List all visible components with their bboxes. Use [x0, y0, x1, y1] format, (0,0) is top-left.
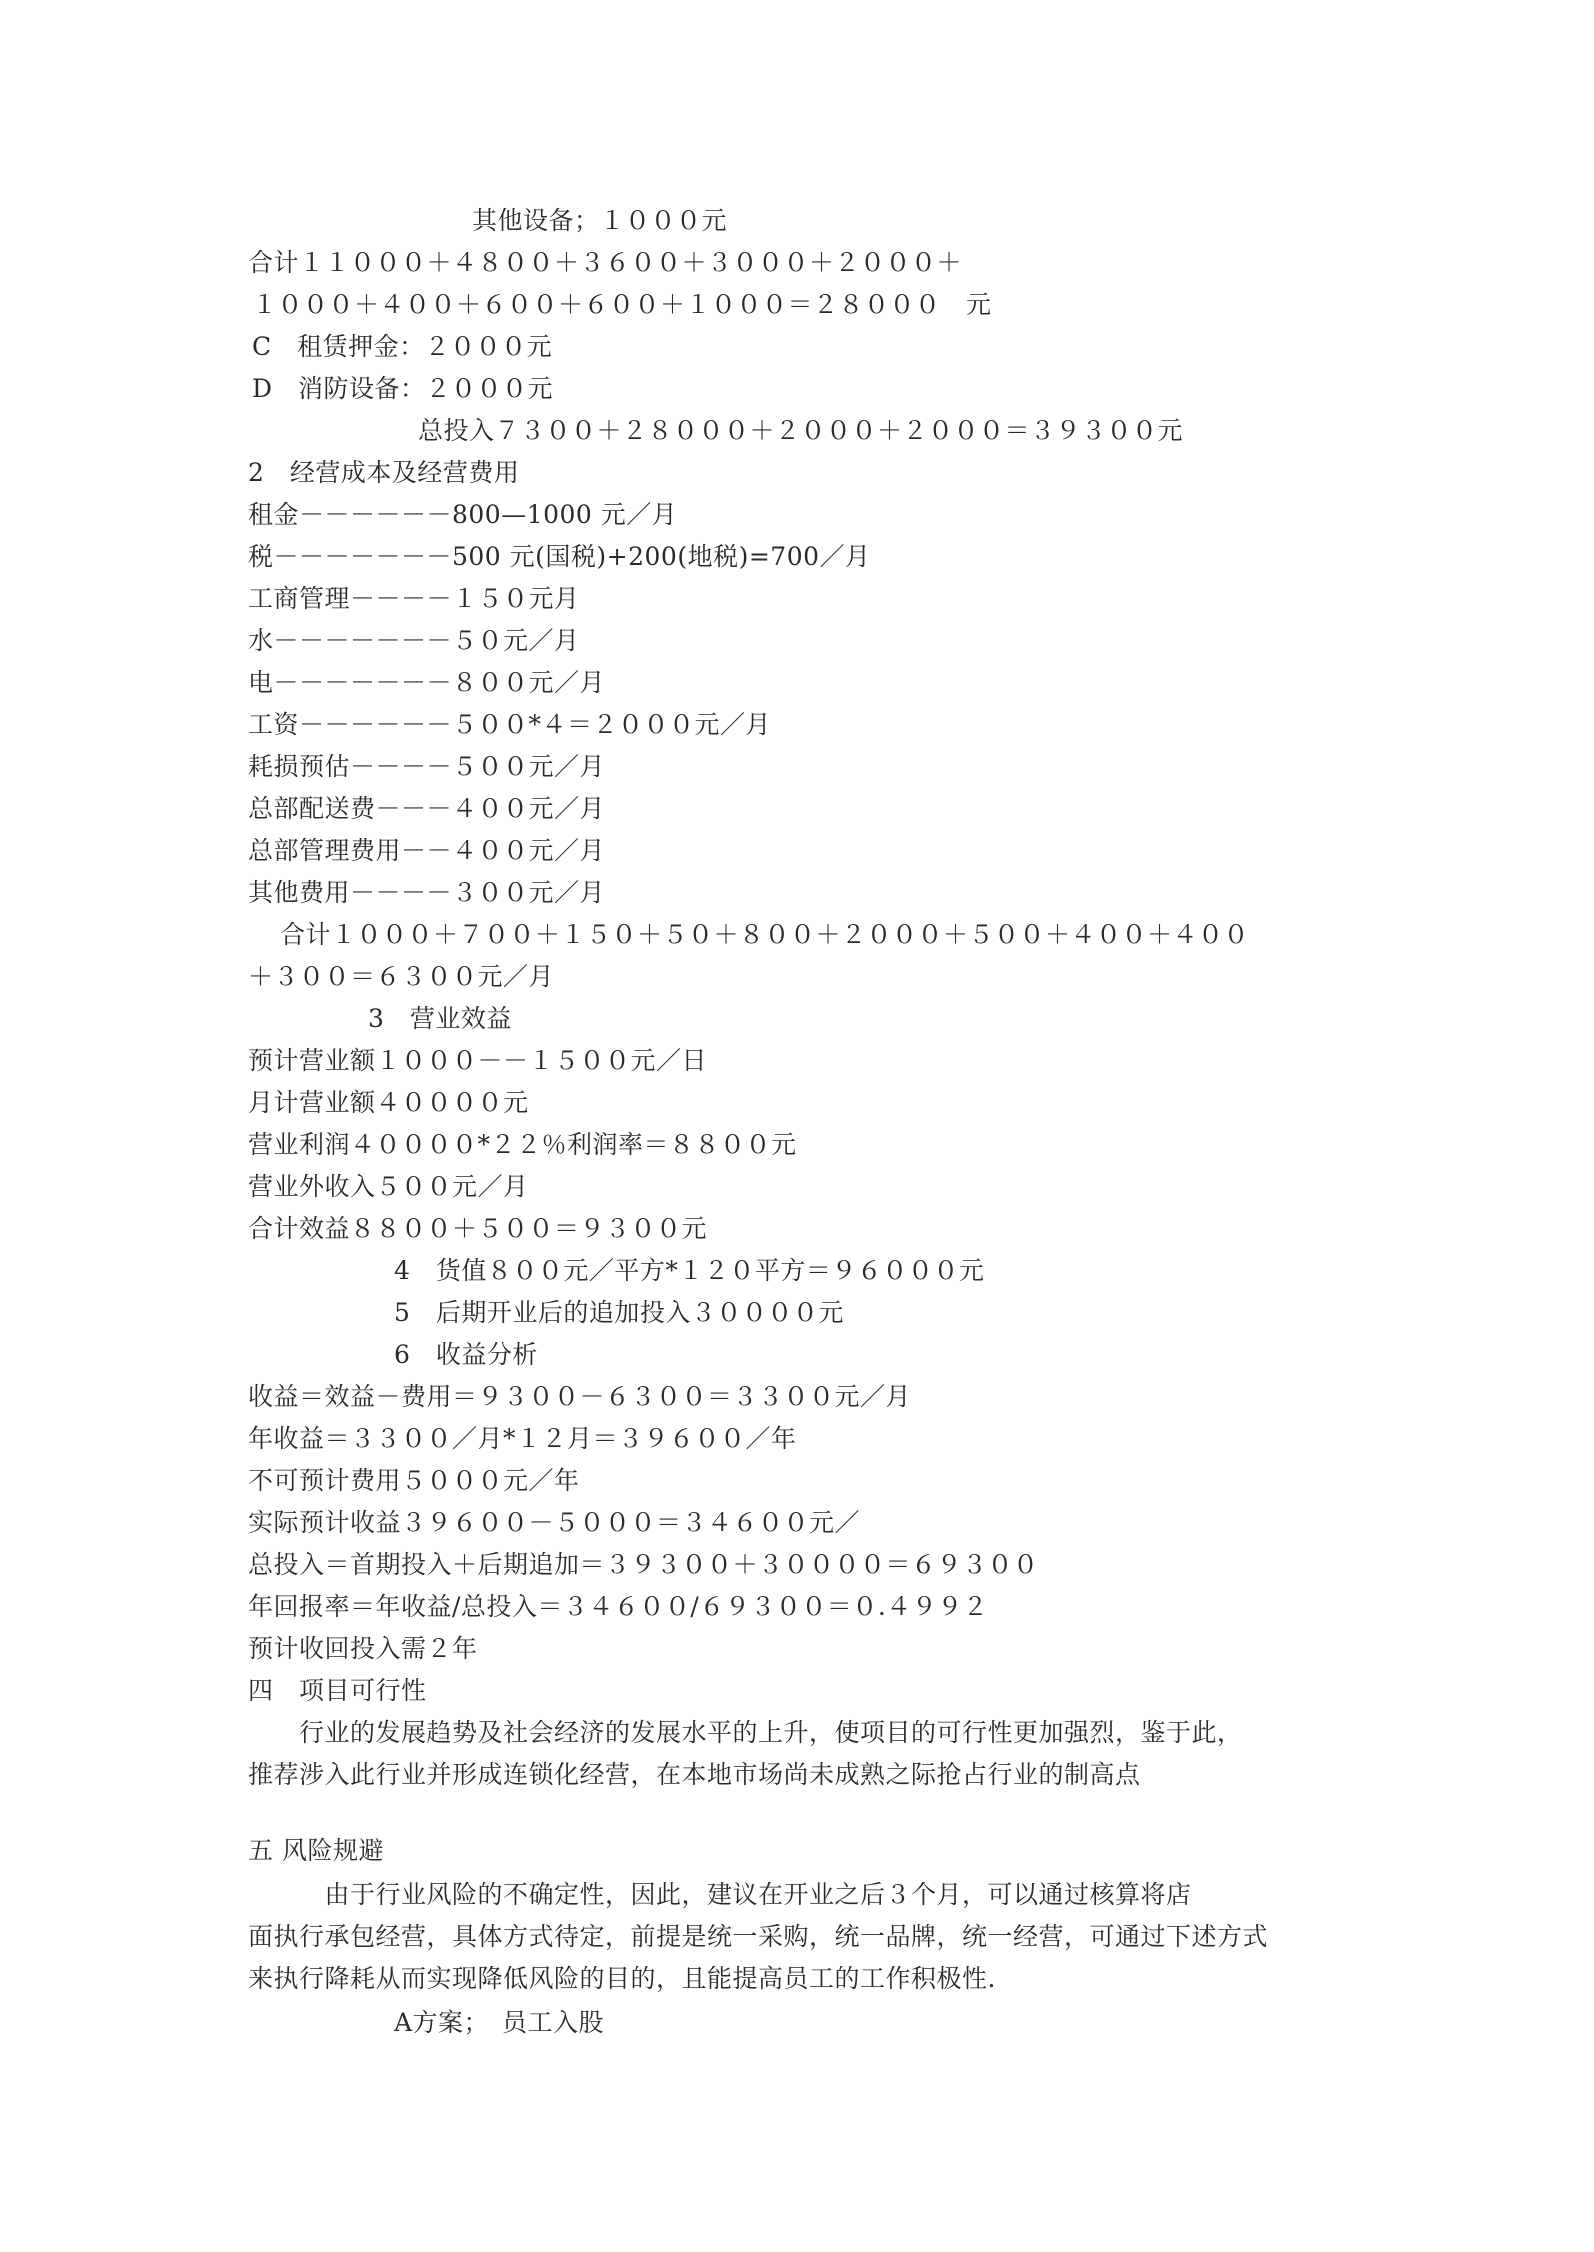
rent-line: 租金－－－－－－800—1000 元／月 — [248, 500, 678, 529]
expected-daily-revenue-line: 预计营业额１０００－－１５００元／日 — [248, 1046, 708, 1075]
fire-equipment-line: D 消防设备：２０００元 — [252, 374, 554, 403]
unforeseen-costs-line: 不可预计费用５０００元／年 — [248, 1466, 580, 1495]
section-4-heading: 四 项目可行性 — [248, 1676, 427, 1705]
annual-return-rate-line: 年回报率＝年收益/总投入＝３４６００/６９３００＝０.４９９２ — [248, 1592, 989, 1621]
other-costs-line: 其他费用－－－－３００元／月 — [248, 878, 606, 907]
monthly-revenue-line: 月计营业额４００００元 — [248, 1088, 529, 1117]
total-investment-line: 总投入７３００＋２８０００＋２０００＋２０００＝３９３００元 — [418, 416, 1184, 445]
feasibility-paragraph-line: 推荐涉入此行业并形成连锁化经营，在本地市场尚未成熟之际抢占行业的制高点 — [248, 1760, 1141, 1789]
actual-earnings-line: 实际预计收益３９６００－５０００＝３４６００元／ — [248, 1508, 861, 1537]
risk-paragraph — [248, 1874, 1358, 2000]
electricity-line: 电－－－－－－－８００元／月 — [248, 668, 606, 697]
total-benefit-line: 合计效益８８００＋５００＝９３００元 — [248, 1214, 708, 1243]
risk-paragraph-line: 由于行业风险的不确定性，因此，建议在开业之后３个月，可以通过核算将店 — [248, 1880, 1192, 1909]
feasibility-paragraph-line: 行业的发展趋势及社会经济的发展水平的上升，使项目的可行性更加强烈，鉴于此， — [248, 1718, 1243, 1747]
water-line: 水－－－－－－－５０元／月 — [248, 626, 580, 655]
payback-period-line: 预计收回投入需２年 — [248, 1634, 478, 1663]
risk-paragraph-line: 面执行承包经营，具体方式待定，前提是统一采购，统一品牌，统一经营，可通过下述方式 — [248, 1922, 1269, 1951]
risk-paragraph-line: 来执行降耗从而实现降低风险的目的，且能提高员工的工作积极性. — [248, 1964, 996, 1993]
tax-line: 税－－－－－－－500 元(国税)+200(地税)=700／月 — [248, 542, 871, 571]
section-3-heading: 3 营业效益 — [368, 1004, 512, 1033]
operating-profit-line: 营业利润４００００*２２％利润率＝８８００元 — [248, 1130, 797, 1159]
cost-total-line-1: 合计１０００＋７００＋１５０＋５０＋８００＋２０００＋５００＋４００＋４００ — [280, 920, 1250, 949]
subtotal-line-2: １０００＋４００＋６００＋６００＋１０００＝２８０００ 元 — [252, 290, 992, 319]
goods-value-line: 4 货值８００元／平方*１２０平方＝９６０００元 — [394, 1256, 985, 1285]
subtotal-line-1: 合计１１０００＋４８００＋３６００＋３０００＋２０００＋ — [248, 248, 963, 277]
equipment-other-line: 其他设备；１０００元 — [472, 206, 728, 235]
cost-total-line-2: ＋３００＝６３００元／月 — [248, 962, 555, 991]
deposit-line: C 租赁押金：２０００元 — [252, 332, 553, 361]
annual-earnings-line: 年收益＝３３００／月*１２月＝３９６００／年 — [248, 1424, 797, 1453]
plan-a-line: A方案； 员工入股 — [394, 2008, 605, 2037]
business-admin-line: 工商管理－－－－１５０元月 — [248, 584, 580, 613]
feasibility-paragraph — [248, 1712, 1358, 1796]
wages-line: 工资－－－－－－５００*４＝２０００元／月 — [248, 710, 772, 739]
hq-management-fee-line: 总部管理费用－－４００元／月 — [248, 836, 606, 865]
section-6-heading: 6 收益分析 — [394, 1340, 538, 1369]
additional-investment-line: 5 后期开业后的追加投入３００００元 — [394, 1298, 844, 1327]
section-2-heading: 2 经营成本及经营费用 — [248, 458, 520, 487]
monthly-earnings-line: 收益＝效益－费用＝９３００－６３００＝３３００元／月 — [248, 1382, 912, 1411]
loss-estimate-line: 耗损预估－－－－５００元／月 — [248, 752, 606, 781]
grand-total-investment-line: 总投入＝首期投入＋后期追加＝３９３００＋３００００＝６９３００ — [248, 1550, 1039, 1579]
delivery-fee-line: 总部配送费－－－４００元／月 — [248, 794, 606, 823]
section-5-heading: 五 风险规避 — [248, 1836, 384, 1865]
non-operating-income-line: 营业外收入５００元／月 — [248, 1172, 529, 1201]
